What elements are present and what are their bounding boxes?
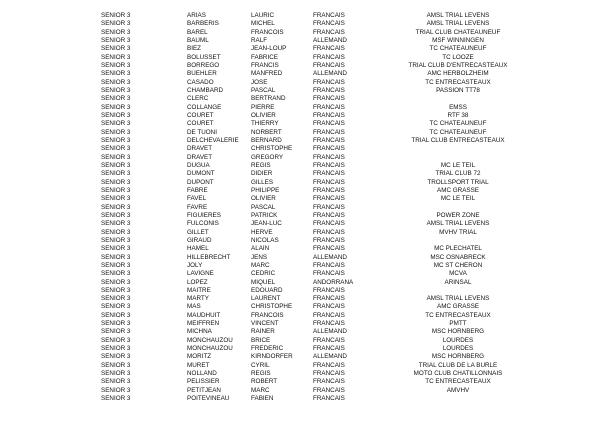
last-name-cell: GIRAUD: [187, 236, 212, 244]
first-name-cell: RALF: [251, 36, 268, 44]
first-name-cell: LAURENT: [251, 295, 281, 303]
table-row: [0, 229, 600, 237]
table-row: [0, 395, 600, 403]
first-name-cell: FABIEN: [251, 395, 274, 403]
club-cell: TC LOOZE: [442, 53, 474, 61]
table-row: [0, 20, 600, 28]
table-row: [0, 312, 600, 320]
category-cell: SENIOR 3: [101, 20, 131, 28]
last-name-cell: COURET: [187, 120, 214, 128]
first-name-cell: OLIVIER: [251, 111, 276, 119]
table-row: [0, 120, 600, 128]
club-cell: AMSL TRIAL LEVENS: [426, 295, 490, 303]
category-cell: SENIOR 3: [101, 361, 131, 369]
last-name-cell: GILLET: [187, 228, 209, 236]
last-name-cell: MORITZ: [187, 353, 212, 361]
club-cell: MSC HORNBERG: [431, 353, 485, 361]
first-name-cell: FREDERIC: [251, 345, 284, 353]
first-name-cell: FABRICE: [251, 53, 278, 61]
first-name-cell: FRANCOIS: [251, 28, 284, 36]
category-cell: SENIOR 3: [101, 378, 131, 386]
table-row: [0, 79, 600, 87]
first-name-cell: PHILIPPE: [251, 186, 280, 194]
category-cell: SENIOR 3: [101, 195, 131, 203]
nationality-cell: FRANCAIS: [313, 145, 345, 153]
first-name-cell: CHRISTOPHE: [251, 145, 293, 153]
category-cell: SENIOR 3: [101, 286, 131, 294]
category-cell: SENIOR 3: [101, 228, 131, 236]
table-row: [0, 237, 600, 245]
category-cell: SENIOR 3: [101, 395, 131, 403]
nationality-cell: FRANCAIS: [313, 311, 345, 319]
category-cell: SENIOR 3: [101, 220, 131, 228]
table-row: [0, 328, 600, 336]
category-cell: SENIOR 3: [101, 61, 131, 69]
table-row: [0, 387, 600, 395]
category-cell: SENIOR 3: [101, 103, 131, 111]
nationality-cell: FRANCAIS: [313, 195, 345, 203]
nationality-cell: FRANCAIS: [313, 161, 345, 169]
category-cell: SENIOR 3: [101, 270, 131, 278]
last-name-cell: BUEHLER: [187, 70, 217, 78]
table-row: [0, 295, 600, 303]
last-name-cell: BARBERIS: [187, 20, 219, 28]
category-cell: SENIOR 3: [101, 295, 131, 303]
nationality-cell: ALLEMAND: [313, 328, 347, 336]
nationality-cell: FRANCAIS: [313, 236, 345, 244]
club-cell: TRIAL CLUB CHATEAUNEUF: [415, 28, 501, 36]
category-cell: SENIOR 3: [101, 36, 131, 44]
category-cell: SENIOR 3: [101, 353, 131, 361]
category-cell: SENIOR 3: [101, 336, 131, 344]
table-row: [0, 254, 600, 262]
category-cell: SENIOR 3: [101, 186, 131, 194]
category-cell: SENIOR 3: [101, 178, 131, 186]
nationality-cell: FRANCAIS: [313, 12, 345, 19]
category-cell: SENIOR 3: [101, 370, 131, 378]
last-name-cell: JOLY: [187, 261, 203, 269]
last-name-cell: CHAMBARD: [187, 86, 224, 94]
nationality-cell: FRANCAIS: [313, 261, 345, 269]
category-cell: SENIOR 3: [101, 153, 131, 161]
table-row: [0, 62, 600, 70]
table-row: [0, 37, 600, 45]
club-cell: MSC OSNABRECK: [430, 253, 486, 261]
first-name-cell: PASCAL: [251, 86, 276, 94]
category-cell: SENIOR 3: [101, 303, 131, 311]
nationality-cell: FRANCAIS: [313, 395, 345, 403]
table-row: [0, 378, 600, 386]
club-cell: TC ENTRECASTEAUX: [425, 311, 491, 319]
club-cell: TROLLSPORT TRIAL: [427, 178, 489, 186]
first-name-cell: THIERRY: [251, 120, 279, 128]
club-cell: PASSION TT78: [436, 86, 480, 94]
club-cell: RTF 38: [447, 111, 469, 119]
last-name-cell: FAVRE: [187, 203, 208, 211]
nationality-cell: ALLEMAND: [313, 253, 347, 261]
category-cell: SENIOR 3: [101, 12, 131, 19]
first-name-cell: CHRISTOPHE: [251, 303, 293, 311]
club-cell: MC ST CHERON: [433, 261, 483, 269]
first-name-cell: MANFRED: [251, 70, 283, 78]
last-name-cell: FAVEL: [187, 195, 207, 203]
first-name-cell: HERVE: [251, 228, 273, 236]
nationality-cell: FRANCAIS: [313, 361, 345, 369]
club-cell: AMC HERBOLZHEIM: [427, 70, 489, 78]
club-cell: TRIAL CLUB D'ENTRECASTEAUX: [408, 61, 508, 69]
last-name-cell: LOPEZ: [187, 278, 208, 286]
category-cell: SENIOR 3: [101, 253, 131, 261]
last-name-cell: MONCHAUZOU: [187, 336, 233, 344]
first-name-cell: FRANCIS: [251, 61, 279, 69]
club-cell: TC CHATEAUNEUF: [429, 128, 487, 136]
table-row: [0, 270, 600, 278]
club-cell: AMC GRASSE: [437, 186, 479, 194]
last-name-cell: MAUDHUIT: [187, 311, 221, 319]
last-name-cell: DUPONT: [187, 178, 214, 186]
club-cell: MC LE TEIL: [440, 161, 476, 169]
last-name-cell: COURET: [187, 111, 214, 119]
last-name-cell: MONCHAUZOU: [187, 345, 233, 353]
category-cell: SENIOR 3: [101, 261, 131, 269]
club-cell: TRIAL CLUB ENTRECASTEAUX: [411, 136, 505, 144]
first-name-cell: MIQUEL: [251, 278, 276, 286]
table-row: [0, 212, 600, 220]
category-cell: SENIOR 3: [101, 128, 131, 136]
first-name-cell: MICHEL: [251, 20, 275, 28]
club-cell: MCVA: [449, 270, 467, 278]
category-cell: SENIOR 3: [101, 136, 131, 144]
first-name-cell: LAURIC: [251, 12, 275, 19]
club-cell: POWER ZONE: [436, 211, 480, 219]
club-cell: MVHV TRIAL: [439, 228, 477, 236]
table-row: [0, 170, 600, 178]
last-name-cell: COLLANGE: [187, 103, 222, 111]
club-cell: AMSL TRIAL LEVENS: [426, 220, 490, 228]
nationality-cell: FRANCAIS: [313, 95, 345, 103]
last-name-cell: DUMONT: [187, 170, 215, 178]
category-cell: SENIOR 3: [101, 111, 131, 119]
entry-list-table: [0, 12, 600, 403]
nationality-cell: FRANCAIS: [313, 178, 345, 186]
last-name-cell: POITEVINEAU: [187, 395, 230, 403]
table-row: [0, 345, 600, 353]
last-name-cell: NOLLAND: [187, 370, 217, 378]
first-name-cell: REGIS: [251, 161, 271, 169]
last-name-cell: MURET: [187, 361, 210, 369]
last-name-cell: MARTY: [187, 295, 209, 303]
nationality-cell: ANDORRANA: [313, 278, 354, 286]
first-name-cell: GILLES: [251, 178, 274, 186]
table-row: [0, 104, 600, 112]
first-name-cell: BERTRAND: [251, 95, 286, 103]
category-cell: SENIOR 3: [101, 345, 131, 353]
table-row: [0, 54, 600, 62]
last-name-cell: FIGUIERES: [187, 211, 221, 219]
first-name-cell: BERNARD: [251, 136, 282, 144]
nationality-cell: FRANCAIS: [313, 20, 345, 28]
nationality-cell: ALLEMAND: [313, 353, 347, 361]
first-name-cell: DIDIER: [251, 170, 273, 178]
club-cell: TC CHATEAUNEUF: [429, 120, 487, 128]
first-name-cell: MARC: [251, 386, 270, 394]
nationality-cell: FRANCAIS: [313, 370, 345, 378]
table-row: [0, 145, 600, 153]
table-row: [0, 162, 600, 170]
nationality-cell: FRANCAIS: [313, 186, 345, 194]
nationality-cell: FRANCAIS: [313, 136, 345, 144]
last-name-cell: DELCHEVALERIE: [187, 136, 239, 144]
category-cell: SENIOR 3: [101, 53, 131, 61]
nationality-cell: FRANCAIS: [313, 28, 345, 36]
table-row: [0, 303, 600, 311]
table-row: [0, 179, 600, 187]
category-cell: SENIOR 3: [101, 161, 131, 169]
table-row: [0, 45, 600, 53]
nationality-cell: FRANCAIS: [313, 228, 345, 236]
last-name-cell: PETITJEAN: [187, 386, 221, 394]
nationality-cell: FRANCAIS: [313, 78, 345, 86]
nationality-cell: FRANCAIS: [313, 378, 345, 386]
club-cell: TC ENTRECASTEAUX: [425, 378, 491, 386]
first-name-cell: MARC: [251, 261, 270, 269]
club-cell: MC PLECHATEL: [434, 245, 482, 253]
nationality-cell: FRANCAIS: [313, 153, 345, 161]
first-name-cell: RAINER: [251, 328, 275, 336]
first-name-cell: BRICE: [251, 336, 271, 344]
nationality-cell: FRANCAIS: [313, 220, 345, 228]
nationality-cell: FRANCAIS: [313, 245, 345, 253]
table-row: [0, 70, 600, 78]
last-name-cell: BAREL: [187, 28, 208, 36]
club-cell: ARINSAL: [444, 278, 472, 286]
first-name-cell: PATRICK: [251, 211, 278, 219]
category-cell: SENIOR 3: [101, 70, 131, 78]
first-name-cell: JEAN-LOUP: [251, 45, 287, 53]
nationality-cell: FRANCAIS: [313, 45, 345, 53]
table-row: [0, 337, 600, 345]
nationality-cell: FRANCAIS: [313, 203, 345, 211]
nationality-cell: FRANCAIS: [313, 211, 345, 219]
table-row: [0, 29, 600, 37]
table-row: [0, 87, 600, 95]
first-name-cell: JOSE: [251, 78, 268, 86]
club-cell: AMC GRASSE: [437, 303, 479, 311]
last-name-cell: CLERC: [187, 95, 209, 103]
table-row: [0, 154, 600, 162]
club-cell: AMVHV: [446, 386, 470, 394]
nationality-cell: FRANCAIS: [313, 320, 345, 328]
nationality-cell: FRANCAIS: [313, 120, 345, 128]
table-row: [0, 137, 600, 145]
last-name-cell: CASADO: [187, 78, 214, 86]
category-cell: SENIOR 3: [101, 170, 131, 178]
last-name-cell: MEIFFREN: [187, 320, 220, 328]
last-name-cell: BORREGO: [187, 61, 220, 69]
nationality-cell: FRANCAIS: [313, 345, 345, 353]
last-name-cell: MAS: [187, 303, 201, 311]
nationality-cell: ALLEMAND: [313, 36, 347, 44]
first-name-cell: CEDRIC: [251, 270, 276, 278]
last-name-cell: ARIAS: [187, 12, 206, 19]
nationality-cell: FRANCAIS: [313, 303, 345, 311]
first-name-cell: EDOUARD: [251, 286, 283, 294]
category-cell: SENIOR 3: [101, 120, 131, 128]
first-name-cell: ALAIN: [251, 245, 270, 253]
last-name-cell: DRAVET: [187, 145, 213, 153]
category-cell: SENIOR 3: [101, 78, 131, 86]
last-name-cell: BOLUSSET: [187, 53, 221, 61]
club-cell: MSC HORNBERG: [431, 328, 485, 336]
first-name-cell: PIERRE: [251, 103, 275, 111]
last-name-cell: BAUML: [187, 36, 209, 44]
nationality-cell: FRANCAIS: [313, 61, 345, 69]
last-name-cell: FABRE: [187, 186, 208, 194]
club-cell: AMSL TRIAL LEVENS: [426, 12, 490, 19]
nationality-cell: FRANCAIS: [313, 336, 345, 344]
nationality-cell: FRANCAIS: [313, 170, 345, 178]
first-name-cell: JENS: [251, 253, 268, 261]
club-cell: TRIAL CLUB 72: [435, 170, 481, 178]
table-row: [0, 262, 600, 270]
category-cell: SENIOR 3: [101, 245, 131, 253]
category-cell: SENIOR 3: [101, 203, 131, 211]
category-cell: SENIOR 3: [101, 95, 131, 103]
club-cell: MC LE TEIL: [440, 195, 476, 203]
table-row: [0, 95, 600, 103]
category-cell: SENIOR 3: [101, 145, 131, 153]
table-row: [0, 112, 600, 120]
last-name-cell: PELISSIER: [187, 378, 220, 386]
nationality-cell: FRANCAIS: [313, 295, 345, 303]
last-name-cell: BIEZ: [187, 45, 201, 53]
first-name-cell: REGIS: [251, 370, 271, 378]
category-cell: SENIOR 3: [101, 311, 131, 319]
table-row: [0, 353, 600, 361]
last-name-cell: HAMEL: [187, 245, 209, 253]
category-cell: SENIOR 3: [101, 45, 131, 53]
club-cell: PMTT: [449, 320, 467, 328]
last-name-cell: DUGUA: [187, 161, 210, 169]
table-row: [0, 204, 600, 212]
first-name-cell: CYRIL: [251, 361, 270, 369]
last-name-cell: DE TUONI: [187, 128, 217, 136]
last-name-cell: HILLEBRECHT: [187, 253, 231, 261]
nationality-cell: FRANCAIS: [313, 86, 345, 94]
nationality-cell: ALLEMAND: [313, 70, 347, 78]
last-name-cell: MAITRE: [187, 286, 211, 294]
first-name-cell: NICOLAS: [251, 236, 279, 244]
nationality-cell: FRANCAIS: [313, 386, 345, 394]
club-cell: MOTO CLUB CHATILLONNAIS: [413, 370, 503, 378]
nationality-cell: FRANCAIS: [313, 53, 345, 61]
first-name-cell: VINCENT: [251, 320, 279, 328]
last-name-cell: FULCONIS: [187, 220, 219, 228]
first-name-cell: OLIVIER: [251, 195, 276, 203]
table-row: [0, 187, 600, 195]
table-row: [0, 12, 600, 20]
table-row: [0, 320, 600, 328]
last-name-cell: MICHNA: [187, 328, 212, 336]
nationality-cell: FRANCAIS: [313, 128, 345, 136]
club-cell: MSF WINNINGEN: [432, 36, 484, 44]
club-cell: TC CHATEAUNEUF: [429, 45, 487, 53]
nationality-cell: FRANCAIS: [313, 111, 345, 119]
table-row: [0, 220, 600, 228]
table-row: [0, 195, 600, 203]
club-cell: AMSL TRIAL LEVENS: [426, 20, 490, 28]
nationality-cell: FRANCAIS: [313, 270, 345, 278]
category-cell: SENIOR 3: [101, 211, 131, 219]
first-name-cell: PASCAL: [251, 203, 276, 211]
table-row: [0, 279, 600, 287]
category-cell: SENIOR 3: [101, 328, 131, 336]
first-name-cell: ROBERT: [251, 378, 278, 386]
club-cell: TC ENTRECASTEAUX: [425, 78, 491, 86]
table-row: [0, 129, 600, 137]
first-name-cell: FRANCOIS: [251, 311, 284, 319]
club-cell: LOURDES: [442, 336, 474, 344]
table-row: [0, 362, 600, 370]
category-cell: SENIOR 3: [101, 28, 131, 36]
category-cell: SENIOR 3: [101, 86, 131, 94]
table-row: [0, 245, 600, 253]
table-row: [0, 287, 600, 295]
first-name-cell: KIRNDORFER: [251, 353, 293, 361]
category-cell: SENIOR 3: [101, 320, 131, 328]
nationality-cell: FRANCAIS: [313, 286, 345, 294]
first-name-cell: GREGORY: [251, 153, 284, 161]
nationality-cell: FRANCAIS: [313, 103, 345, 111]
club-cell: EMSS: [449, 103, 467, 111]
last-name-cell: DRAVET: [187, 153, 213, 161]
first-name-cell: NORBERT: [251, 128, 282, 136]
category-cell: SENIOR 3: [101, 386, 131, 394]
club-cell: LOURDES: [442, 345, 474, 353]
last-name-cell: LAVIGNE: [187, 270, 214, 278]
category-cell: SENIOR 3: [101, 236, 131, 244]
category-cell: SENIOR 3: [101, 278, 131, 286]
club-cell: TRIAL CLUB DE LA BURLE: [418, 361, 498, 369]
table-row: [0, 370, 600, 378]
first-name-cell: JEAN-LUC: [251, 220, 282, 228]
